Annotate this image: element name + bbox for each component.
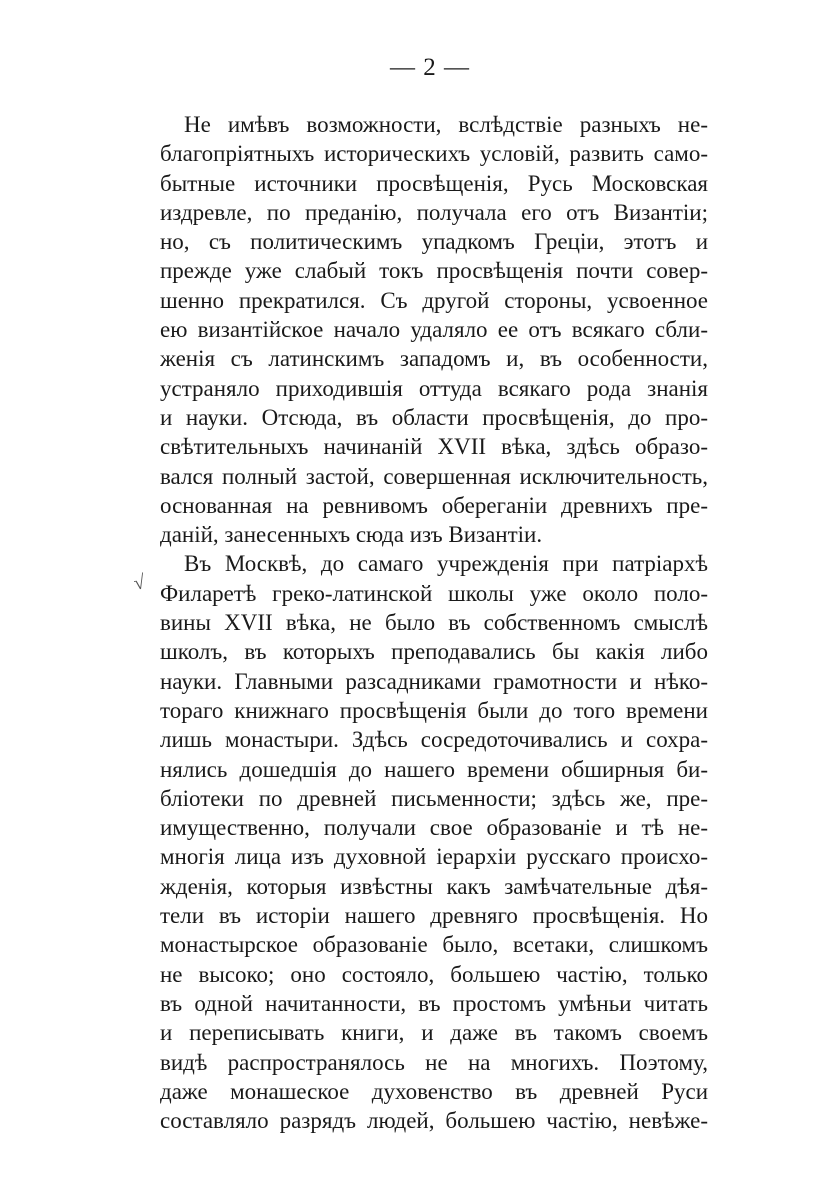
text-line: бліотеки по древней письменности; здѣсь же, пре- [160, 785, 708, 811]
text-line: жденія, которыя извѣстны какъ замѣчательные дѣя- [160, 873, 708, 899]
text-line: многія лица изъ духовной іерархіи русскаго происхо- [160, 844, 708, 870]
text-line: и переписывать книги, и даже въ такомъ своемъ [160, 1020, 708, 1046]
text-line: даже монашеское духовенство въ древней Руси [160, 1078, 708, 1104]
text-line: имущественно, получали свое образованіе и тѣ не- [160, 815, 708, 841]
page-number: — 2 — [390, 54, 470, 81]
text-line: и науки. Отсюда, въ области просвѣщенія, до про- [160, 404, 708, 430]
text-line: шенно прекратился. Съ другой стороны, усвоенное [160, 287, 708, 313]
margin-pencil-mark: √ [132, 571, 147, 595]
text-line: видѣ распространялось не на многихъ. Поэтому, [160, 1049, 708, 1075]
text-line: тели въ исторіи нашего древняго просвѣщенія. Но [160, 903, 708, 929]
text-line: вался полный застой, совершенная исключительность, [160, 463, 708, 489]
text-line: не высоко; оно состояло, большею частію, только [160, 961, 708, 987]
text-line: тораго книжнаго просвѣщенія были до того времени [160, 697, 708, 723]
text-line: Не имѣвъ возможности, вслѣдствіе разныхъ не- [184, 112, 708, 137]
text-line: въ одной начитанности, въ простомъ умѣньи читать [160, 990, 708, 1016]
text-line: науки. Главными разсадниками грамотности и нѣко- [160, 668, 708, 694]
text-line: составляло разрядъ людей, большею частію, невѣже- [160, 1108, 708, 1134]
text-line: Филаретѣ греко-латинской школы уже около поло- [160, 580, 708, 606]
text-line: прежде уже слабый токъ просвѣщенія почти совер- [160, 258, 708, 284]
text-line: нялись дошедшія до нашего времени обширныя би- [160, 756, 708, 782]
text-line: Въ Москвѣ, до самаго учрежденія при патріархѣ [184, 551, 708, 577]
text-line: вины XVII вѣка, не было въ собственномъ смыслѣ [160, 610, 708, 636]
text-line: ею византійское начало удаляло ее отъ всякаго сбли- [160, 317, 708, 343]
text-line: женія съ латинскимъ западомъ и, въ особенности, [160, 346, 708, 372]
text-line: благопріятныхъ историческихъ условій, развить само- [160, 141, 708, 167]
text-line: школъ, въ которыхъ преподавались бы какія либо [160, 639, 708, 665]
text-line: свѣтительныхъ начинаній XVII вѣка, здѣсь образо- [160, 434, 708, 460]
text-line: но, съ политическимъ упадкомъ Греціи, этотъ и [160, 229, 708, 255]
text-line: устраняло приходившія оттуда всякаго рода знанія [160, 375, 708, 401]
text-line: основанная на ревнивомъ обереганіи древнихъ пре- [160, 492, 708, 518]
text-line: лишь монастыри. Здѣсь сосредоточивались и сохра- [160, 727, 708, 753]
text-line: монастырское образованіе было, всетаки, слишкомъ [160, 932, 708, 958]
body-text [160, 110, 708, 1135]
text-line: даній, занесенныхъ сюда изъ Византіи. [160, 522, 543, 548]
text-line: бытные источники просвѣщенія, Русь Московская [160, 170, 708, 196]
text-line: издревле, по преданію, получала его отъ Византіи; [160, 199, 708, 225]
